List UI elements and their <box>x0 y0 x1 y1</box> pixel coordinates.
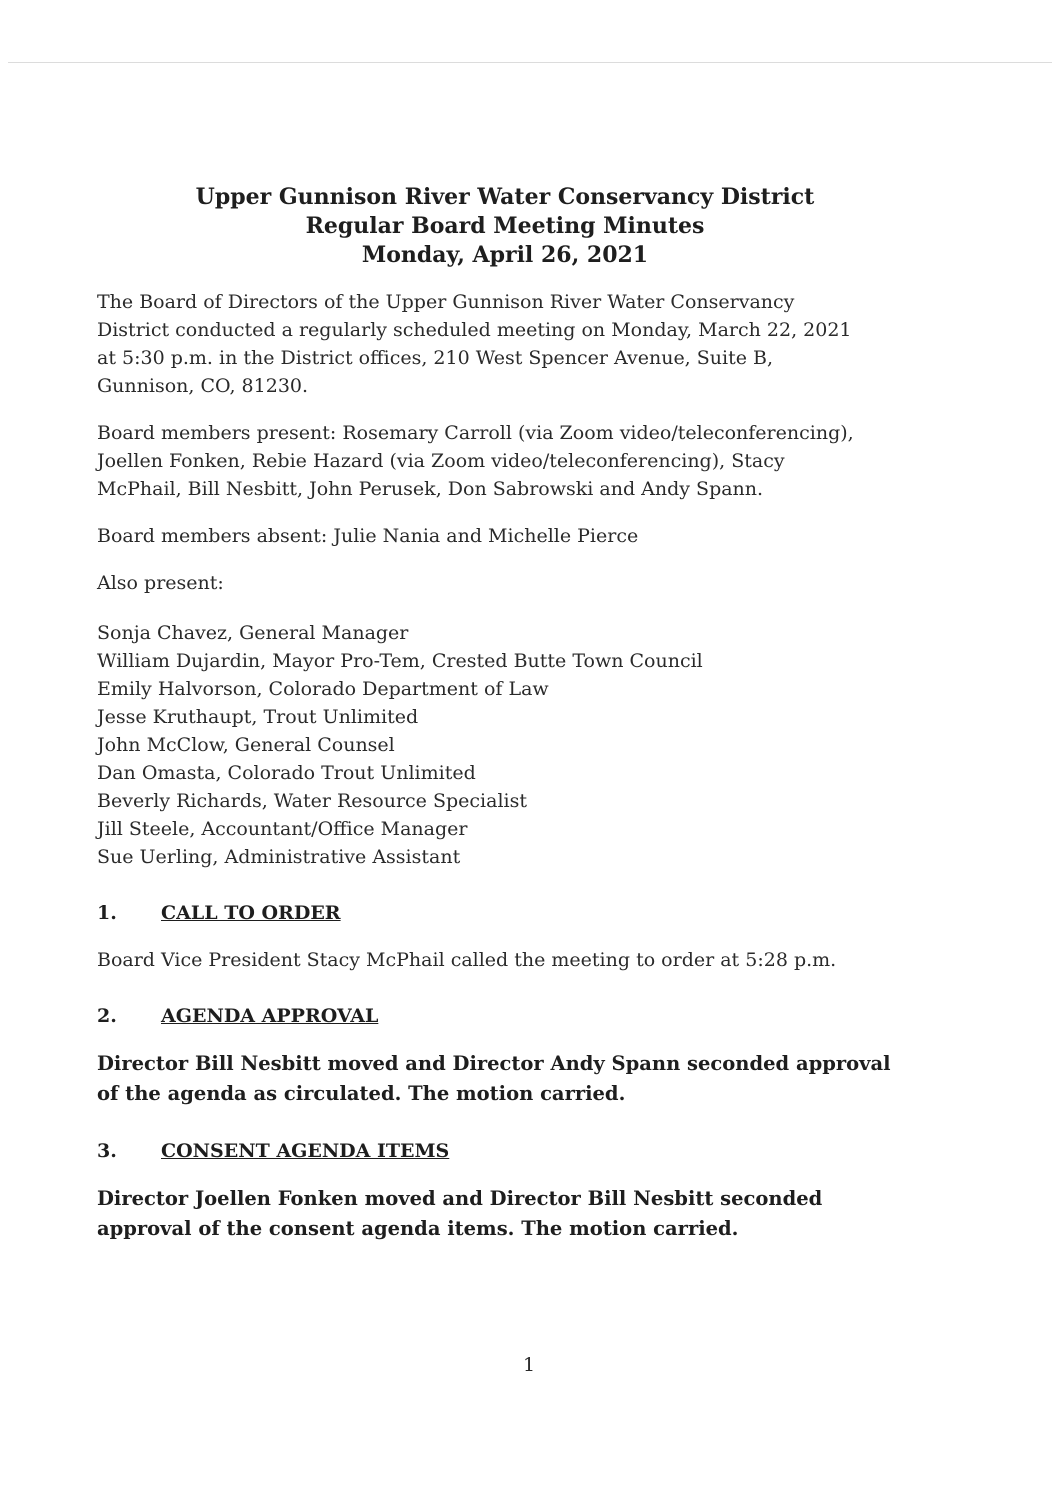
section-title: CALL TO ORDER <box>161 902 341 924</box>
list-item: Emily Halvorson, Colorado Department of Law <box>97 678 549 700</box>
list-item: John McClow, General Counsel <box>97 734 395 756</box>
consent-agenda-motion <box>97 1184 927 1244</box>
also-present-label: Also present: <box>97 572 224 594</box>
members-present-line: McPhail, Bill Nesbitt, John Perusek, Don Sabrowski and Andy Spann. <box>97 478 764 500</box>
section-number: 2. <box>97 1005 117 1027</box>
call-to-order-text: Board Vice President Stacy McPhail called the meeting to order at 5:28 p.m. <box>97 949 837 971</box>
members-present-line: Joellen Fonken, Rebie Hazard (via Zoom video/teleconferencing), Stacy <box>97 450 785 472</box>
intro-line: at 5:30 p.m. in the District offices, 210 West Spencer Avenue, Suite B, <box>97 347 774 369</box>
list-item: Sue Uerling, Administrative Assistant <box>97 846 461 868</box>
members-absent: Board members absent: Julie Nania and Michelle Pierce <box>97 525 639 547</box>
intro-line: The Board of Directors of the Upper Gunnison River Water Conservancy <box>97 291 795 313</box>
members-present-line: Board members present: Rosemary Carroll (via Zoom video/teleconferencing), <box>97 422 854 444</box>
section-number: 1. <box>97 902 117 924</box>
scan-edge-line <box>8 62 1052 63</box>
list-item: Jesse Kruthaupt, Trout Unlimited <box>97 706 419 728</box>
motion-line: of the agenda as circulated. The motion carried. <box>97 1082 626 1105</box>
motion-line: Director Bill Nesbitt moved and Director Andy Spann seconded approval <box>97 1052 891 1075</box>
section-title: CONSENT AGENDA ITEMS <box>161 1140 450 1162</box>
section-heading-consent-agenda <box>97 1137 927 1165</box>
section-heading-agenda-approval <box>97 1002 927 1030</box>
list-item: Sonja Chavez, General Manager <box>97 622 409 644</box>
intro-paragraph <box>97 288 927 400</box>
list-item: Jill Steele, Accountant/Office Manager <box>97 818 468 840</box>
title-line-meeting-type: Regular Board Meeting Minutes <box>305 213 705 239</box>
page-number: 1 <box>522 1354 536 1376</box>
title-line-date: Monday, April 26, 2021 <box>361 242 649 268</box>
agenda-approval-motion <box>97 1049 927 1109</box>
intro-line: District conducted a regularly scheduled meeting on Monday, March 22, 2021 <box>97 319 852 341</box>
members-present-paragraph <box>97 419 927 503</box>
section-title: AGENDA APPROVAL <box>161 1005 379 1027</box>
minutes-page <box>97 183 927 1244</box>
section-heading-call-to-order <box>97 899 927 927</box>
intro-line: Gunnison, CO, 81230. <box>97 375 309 397</box>
section-number: 3. <box>97 1140 117 1162</box>
list-item: William Dujardin, Mayor Pro-Tem, Crested Butte Town Council <box>97 650 703 672</box>
list-item: Dan Omasta, Colorado Trout Unlimited <box>97 762 476 784</box>
title-line-district: Upper Gunnison River Water Conservancy District <box>195 184 815 210</box>
motion-line: Director Joellen Fonken moved and Director Bill Nesbitt seconded <box>97 1187 823 1210</box>
document-title <box>83 183 927 270</box>
motion-line: approval of the consent agenda items. The motion carried. <box>97 1217 739 1240</box>
also-present-list <box>97 619 927 871</box>
list-item: Beverly Richards, Water Resource Specialist <box>97 790 527 812</box>
